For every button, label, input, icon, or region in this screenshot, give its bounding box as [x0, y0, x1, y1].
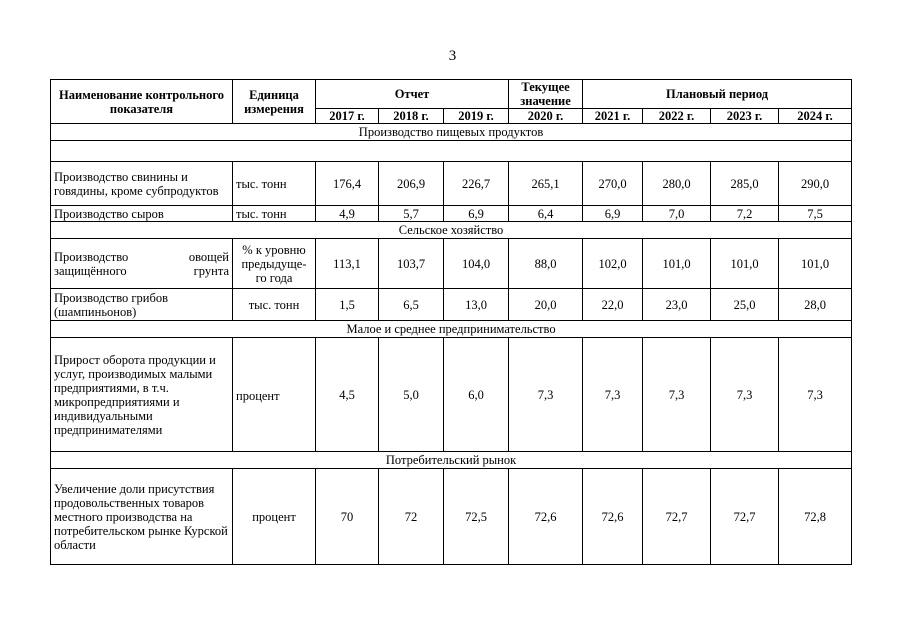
indicator-name: Производство овощей защищённого грунта: [51, 239, 233, 289]
value-cell: 22,0: [583, 289, 643, 321]
section-row: [51, 222, 852, 239]
value-cell: 6,0: [444, 338, 509, 452]
value-cell: 7,3: [583, 338, 643, 452]
section-title: Производство пищевых продуктов: [51, 124, 852, 141]
table-row: [51, 239, 852, 289]
value-cell: 72,6: [583, 469, 643, 565]
indicator-unit: процент: [233, 338, 316, 452]
value-cell: 72,8: [779, 469, 852, 565]
value-cell: 6,9: [583, 206, 643, 222]
value-cell: 25,0: [711, 289, 779, 321]
value-cell: 72: [379, 469, 444, 565]
section-row: [51, 452, 852, 469]
value-cell: 6,5: [379, 289, 444, 321]
year-cell: 2021 г.: [583, 109, 643, 124]
value-cell: 290,0: [779, 162, 852, 206]
value-cell: 103,7: [379, 239, 444, 289]
year-cell: 2019 г.: [444, 109, 509, 124]
value-cell: 285,0: [711, 162, 779, 206]
section-row: [51, 124, 852, 141]
value-cell: 226,7: [444, 162, 509, 206]
header-row: [51, 80, 852, 109]
indicator-name: Производство сыров: [51, 206, 233, 222]
value-cell: 101,0: [643, 239, 711, 289]
value-cell: 6,4: [509, 206, 583, 222]
value-cell: 72,5: [444, 469, 509, 565]
value-cell: 7,5: [779, 206, 852, 222]
indicator-name: Производство грибов (шампиньонов): [51, 289, 233, 321]
indicator-name: Увеличение доли присутствия продовольственных товаров местного производства на потребительском рынке Курской области: [51, 469, 233, 565]
value-cell: 7,3: [643, 338, 711, 452]
section-title: Малое и среднее предпринимательство: [51, 321, 852, 338]
indicator-unit: тыс. тонн: [233, 206, 316, 222]
value-cell: 5,7: [379, 206, 444, 222]
value-cell: 206,9: [379, 162, 444, 206]
value-cell: 270,0: [583, 162, 643, 206]
header-name: Наименование контрольного показателя: [51, 80, 233, 124]
value-cell: 7,2: [711, 206, 779, 222]
table-row: [51, 469, 852, 565]
section-row: [51, 321, 852, 338]
year-cell: 2022 г.: [643, 109, 711, 124]
value-cell: 4,5: [316, 338, 379, 452]
table-row: [51, 206, 852, 222]
value-cell: 72,7: [643, 469, 711, 565]
year-cell: 2024 г.: [779, 109, 852, 124]
value-cell: 7,3: [711, 338, 779, 452]
value-cell: 113,1: [316, 239, 379, 289]
header-current: Текущее значение: [509, 80, 583, 109]
value-cell: 28,0: [779, 289, 852, 321]
value-cell: 176,4: [316, 162, 379, 206]
indicator-unit: процент: [233, 469, 316, 565]
value-cell: 101,0: [779, 239, 852, 289]
table-row: [51, 162, 852, 206]
value-cell: 101,0: [711, 239, 779, 289]
header-report: Отчет: [316, 80, 509, 109]
table-row: [51, 338, 852, 452]
indicator-unit: тыс. тонн: [233, 289, 316, 321]
value-cell: 72,7: [711, 469, 779, 565]
value-cell: 6,9: [444, 206, 509, 222]
value-cell: 23,0: [643, 289, 711, 321]
year-cell: 2020 г.: [509, 109, 583, 124]
page-number: 3: [448, 48, 457, 64]
year-cell: 2023 г.: [711, 109, 779, 124]
value-cell: 7,3: [779, 338, 852, 452]
indicator-unit: % к уровню предыдуще-го года: [233, 239, 316, 289]
spacer-row: [51, 141, 852, 162]
year-cell: 2018 г.: [379, 109, 444, 124]
value-cell: 13,0: [444, 289, 509, 321]
value-cell: 265,1: [509, 162, 583, 206]
indicators-table: [50, 79, 852, 565]
year-cell: 2017 г.: [316, 109, 379, 124]
section-title: Сельское хозяйство: [51, 222, 852, 239]
value-cell: 102,0: [583, 239, 643, 289]
value-cell: 70: [316, 469, 379, 565]
value-cell: 104,0: [444, 239, 509, 289]
value-cell: 7,3: [509, 338, 583, 452]
indicator-name: Производство свинины и говядины, кроме субпродуктов: [51, 162, 233, 206]
value-cell: 1,5: [316, 289, 379, 321]
header-planned: Плановый период: [583, 80, 852, 109]
value-cell: 20,0: [509, 289, 583, 321]
value-cell: 5,0: [379, 338, 444, 452]
indicator-unit: тыс. тонн: [233, 162, 316, 206]
value-cell: 280,0: [643, 162, 711, 206]
indicator-name: Прирост оборота продукции и услуг, производимых малыми предприятиями, в т.ч. микропредприятиями и индивидуальными предпринимателями: [51, 338, 233, 452]
table-row: [51, 289, 852, 321]
value-cell: 72,6: [509, 469, 583, 565]
value-cell: 4,9: [316, 206, 379, 222]
value-cell: 88,0: [509, 239, 583, 289]
value-cell: 7,0: [643, 206, 711, 222]
section-title: Потребительский рынок: [51, 452, 852, 469]
header-unit: Единица измерения: [233, 80, 316, 124]
